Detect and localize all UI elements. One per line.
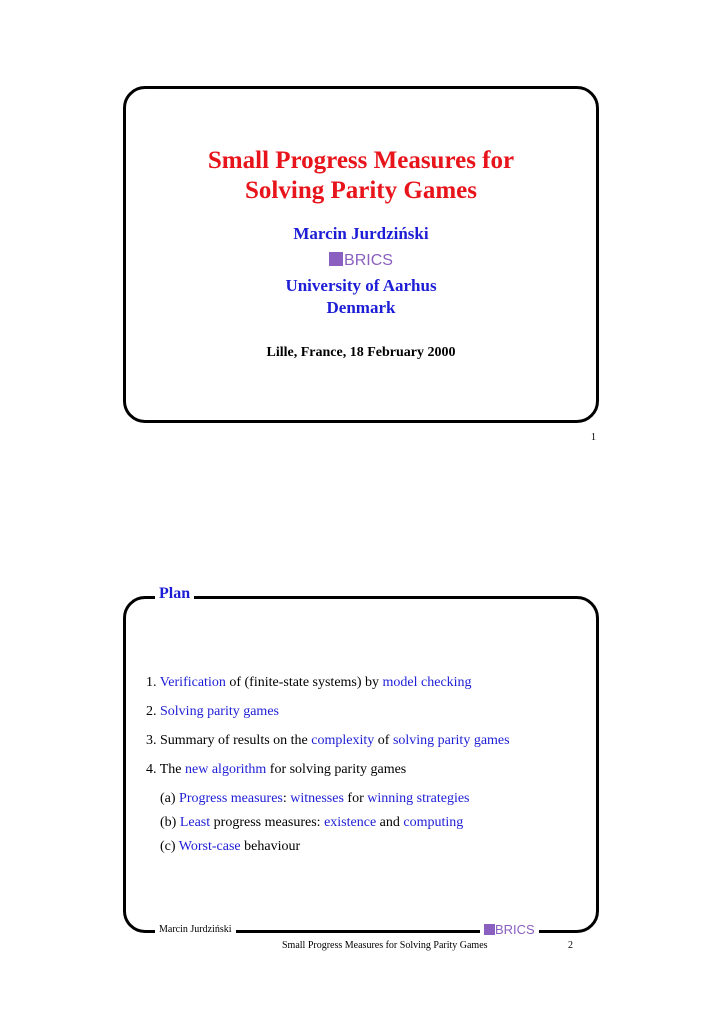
item-text: : (282, 791, 291, 806)
footer-brics-text: BRICS (495, 922, 535, 937)
slide1-title (123, 146, 599, 206)
plan-item-1 (146, 675, 510, 704)
item-text: The (159, 762, 186, 777)
brics-square-icon (484, 924, 495, 935)
title-line2: Solving Parity Games (245, 177, 477, 204)
item-text: Summary of results on the (160, 733, 312, 748)
item-text: behaviour (240, 839, 301, 854)
plan-item-number: 3. (146, 733, 160, 748)
plan-list (146, 675, 510, 863)
highlighted-term: Worst-case (178, 839, 241, 854)
highlighted-term: Least (179, 815, 211, 830)
item-text: progress measures: (210, 815, 325, 830)
item-text: for (343, 791, 368, 806)
slide1-author: Marcin Jurdziński (293, 224, 429, 243)
brics-square-icon (329, 252, 343, 266)
item-text: of (finite-state systems) by (225, 675, 383, 690)
plan-subitem-1 (146, 791, 510, 815)
item-text: and (376, 815, 404, 830)
highlighted-term: witnesses (290, 791, 344, 806)
item-text: for solving parity games (266, 762, 407, 777)
plan-item-number: 2. (146, 704, 160, 719)
highlighted-term: new algorithm (185, 762, 267, 777)
plan-item-number: 4. (146, 762, 160, 777)
highlighted-term: existence (324, 815, 377, 830)
footer-title: Small Progress Measures for Solving Parity Games (282, 940, 488, 951)
highlighted-term: computing (403, 815, 464, 830)
highlighted-term: complexity (311, 733, 375, 748)
slide1-affiliation (123, 275, 599, 319)
highlighted-term: Solving parity games (160, 704, 279, 719)
plan-subitem-number: (c) (160, 839, 179, 854)
plan-item-number: 1. (146, 675, 160, 690)
footer-brics-logo (480, 922, 539, 937)
item-text: of (374, 733, 393, 748)
brics-logo (123, 252, 599, 270)
highlighted-term: winning strategies (367, 791, 470, 806)
highlighted-term: model checking (382, 675, 472, 690)
plan-subitem-3 (146, 839, 510, 863)
footer-author: Marcin Jurdziński (155, 924, 236, 935)
country: Denmark (326, 298, 396, 317)
highlighted-term: Progress measures (179, 791, 283, 806)
brics-logo-text: BRICS (344, 252, 393, 269)
slide1-page-number: 1 (591, 432, 596, 443)
slide2-heading: Plan (155, 585, 194, 603)
plan-item-2 (146, 704, 510, 733)
title-line1: Small Progress Measures for (207, 147, 515, 174)
plan-items (146, 675, 510, 791)
highlighted-term: solving parity games (392, 733, 510, 748)
highlighted-term: Verification (159, 675, 226, 690)
plan-subitem-number: (a) (160, 791, 180, 806)
plan-subitem-2 (146, 815, 510, 839)
plan-subitem-number: (b) (160, 815, 180, 830)
university: University of Aarhus (285, 276, 437, 295)
plan-item-4 (146, 762, 510, 791)
plan-item-3 (146, 733, 510, 762)
slide1-event: Lille, France, 18 February 2000 (266, 345, 456, 360)
slide2-page-number: 2 (568, 940, 573, 951)
plan-subitems (146, 791, 510, 863)
